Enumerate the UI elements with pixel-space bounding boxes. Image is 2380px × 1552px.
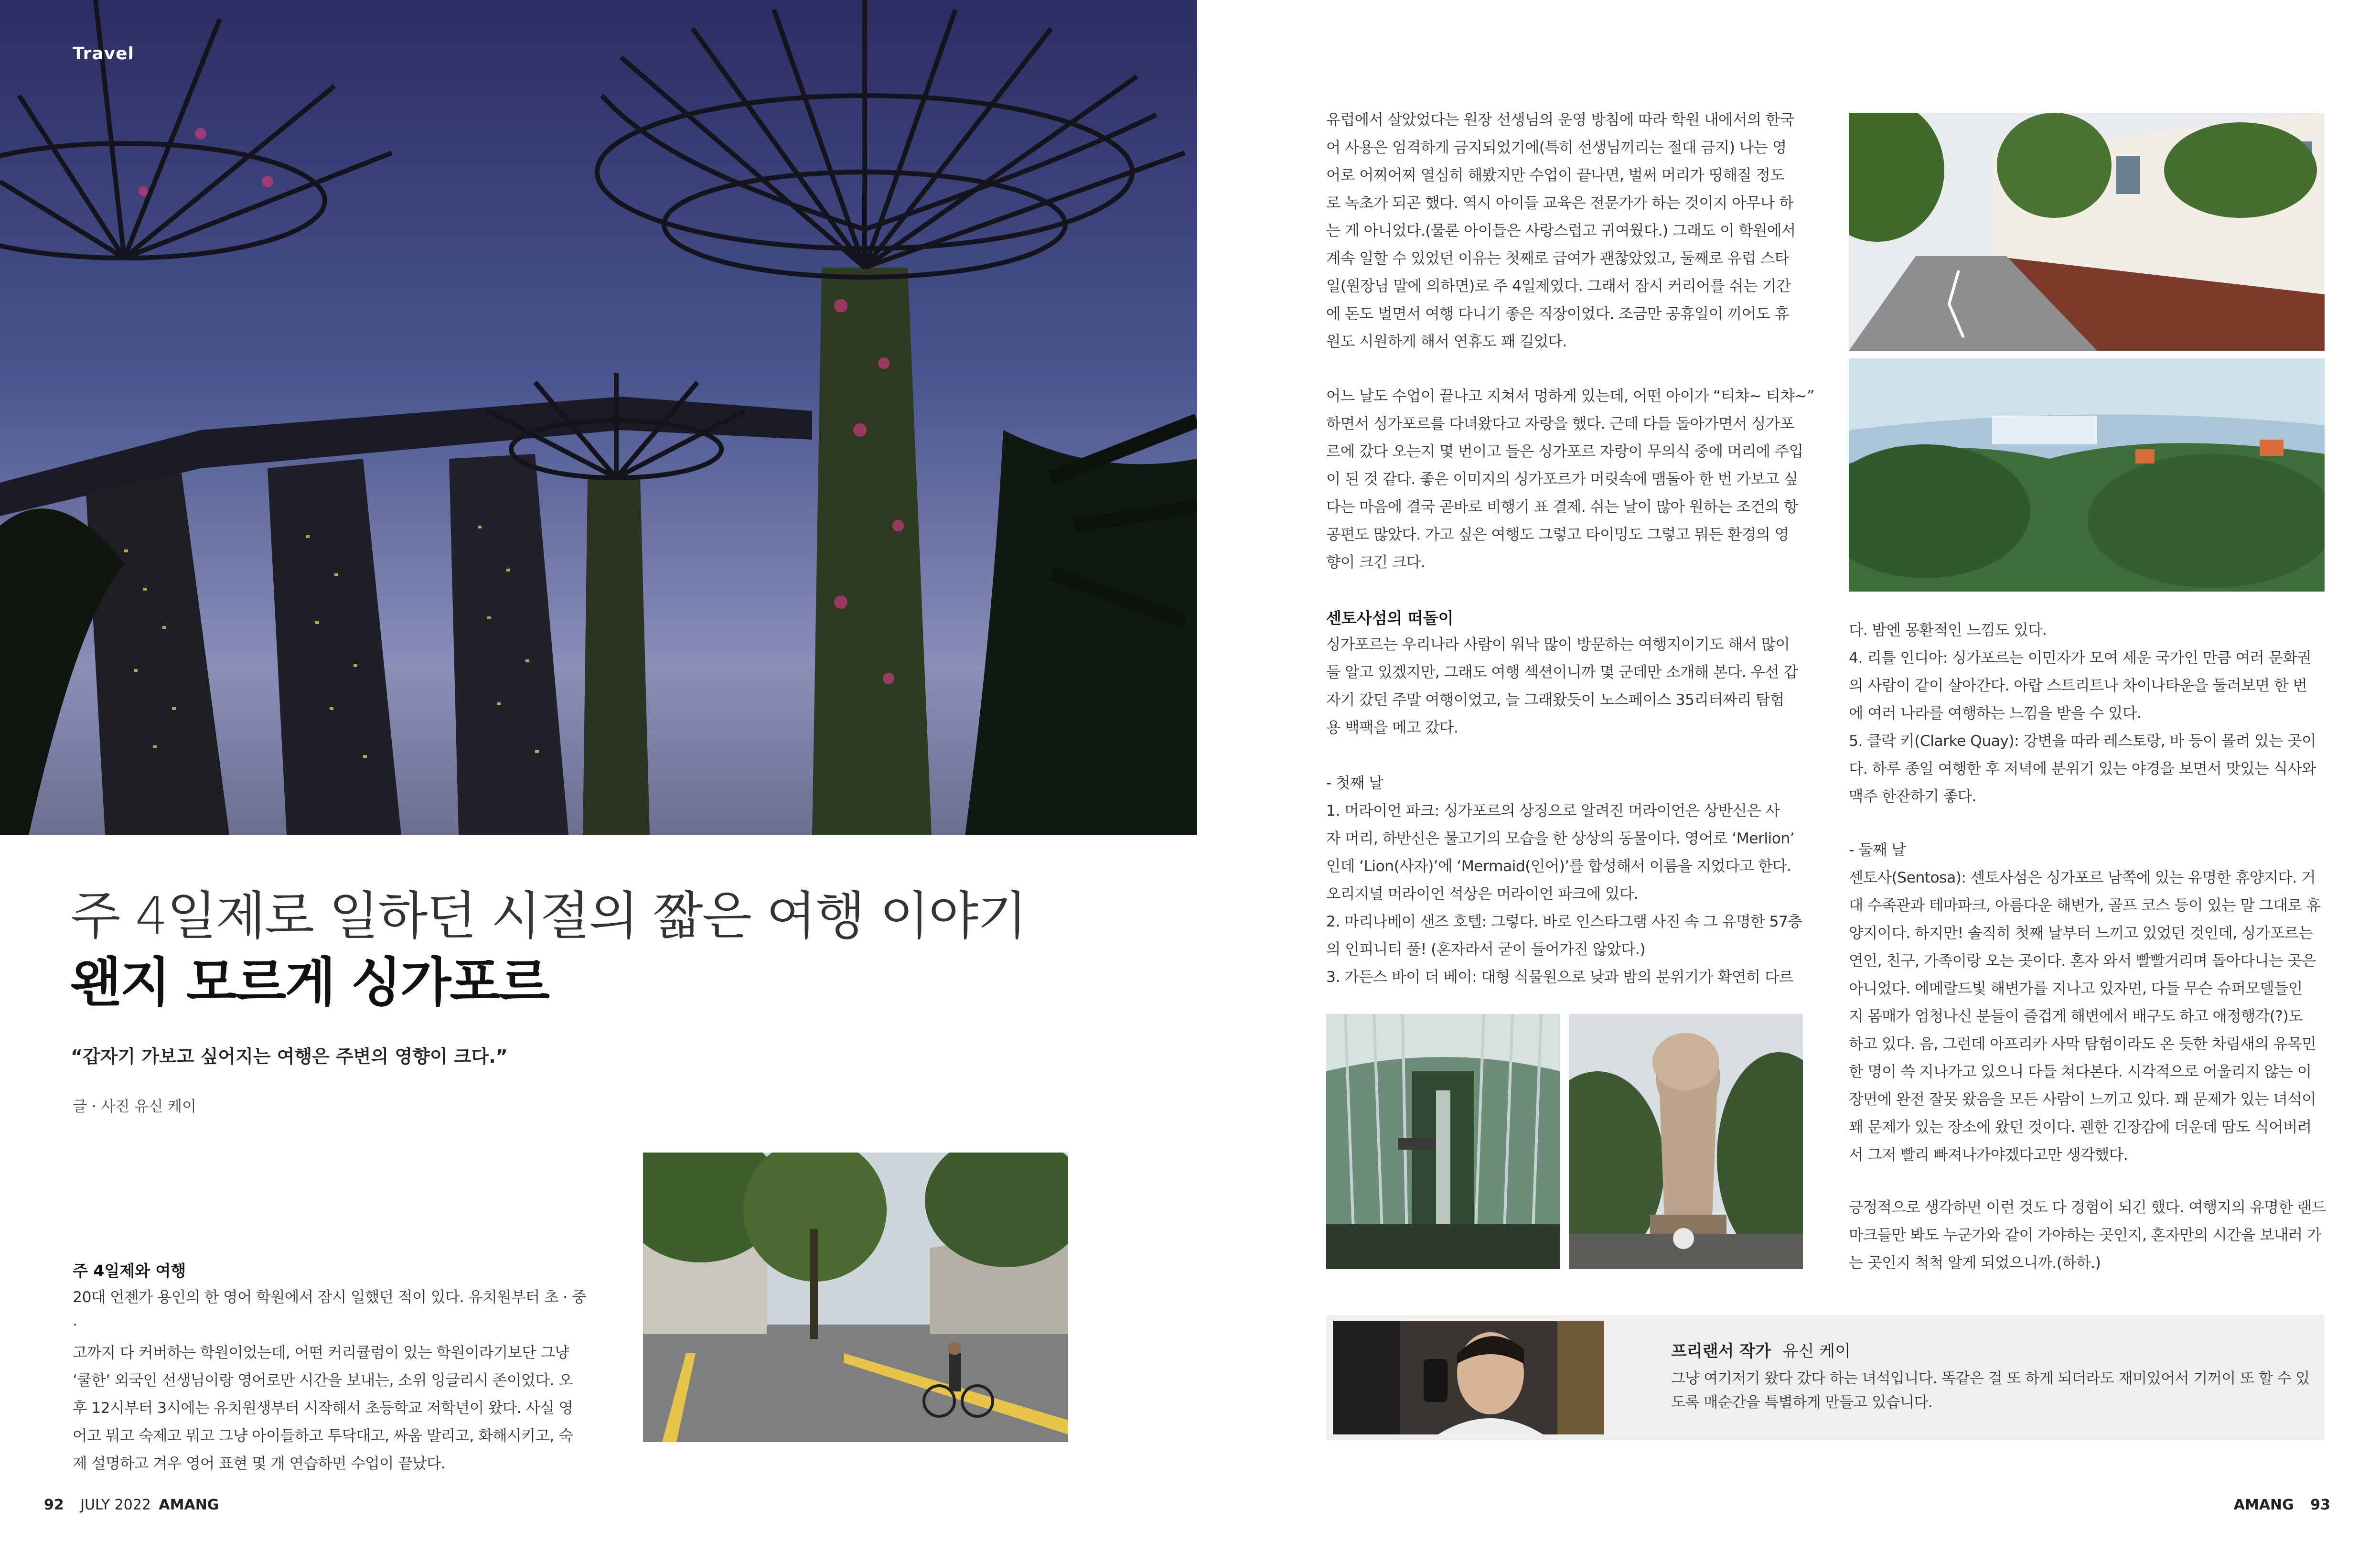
- article-title: 왠지 모르게 싱가포르: [71, 952, 548, 1013]
- section-tag: Travel: [73, 44, 134, 64]
- byline: 글 · 사진 유신 케이: [73, 1098, 196, 1115]
- shophouse-photo: [1849, 113, 2325, 351]
- issue-date: JULY 2022: [80, 1497, 151, 1513]
- right-para-2: 긍정적으로 생각하면 이런 것도 다 경험이 되긴 했다. 여행지의 유명한 랜드 마크들만 봐도 누군가와 같이 가야하는 곳인지, 혼자만의 시간을 보내러 가 는 곳인지 척척 알게 되었으니까.(하하.): [1849, 1199, 2326, 1272]
- right-para-1: 다. 밤엔 몽환적인 느낌도 있다. 4. 리틀 인디아: 싱가포르는 이민자가 모여 세운 국가인 만큼 여러 문화권 의 사람이 같이 살아간다. 아랍 스트리트나 차이나타운을 둘러보면 한 번 에 여러 나라를 여행하는 느낌을 받을 수 있다. 5. 클락 키(Clarke Quay): 강변을 따라 레스토랑, 바 등이 몰려 있는 곳이 다. 하루 종일 여행한 후 저녁에 분위기 있는 야경을 보면서 맛있는 식사와 맥주 한잔하기 좋다.: [1849, 622, 2316, 805]
- middle-para-2: 어느 날도 수업이 끝나고 지쳐서 멍하게 있는데, 어떤 아이가 “티챠~ 티챠~” 하면서 싱가포르를 다녀왔다고 자랑을 했다. 근데 다들 돌아가면서 싱가포 르에 갔다 오는지 몇 번이고 들은 싱가포르 자랑이 무의식 중에 머리에 주입 이 된 것 같다. 좋은 이미지의 싱가포르가 머릿속에 맴돌아 한 번 가보고 싶 다는 마음에 결국 곧바로 비행기 표 결제. 쉬는 날이 많아 원하는 조건의 항 공편도 많았다. 가고 싶은 여행도 그렇고 타이밍도 그렇고 뭐든 환경의 영 향이 크긴 크다.: [1326, 388, 1814, 571]
- left-heading: 주 4일제와 여행: [73, 1261, 186, 1280]
- left-page-number: 92: [44, 1497, 64, 1513]
- merlion-photo: [1569, 1014, 1803, 1269]
- left-body: 20대 언젠가 용인의 한 영어 학원에서 잠시 일했던 적이 있다. 유치원부터 초 · 중 · 고까지 다 커버하는 학원이었는데, 어떤 커리큘럼이 있는 학원이라기보단 그냥 ‘쿨한’ 외국인 선생님이랑 영어로만 시간을 보내는, 소위 잉글리시 존이었다. 오 후 12시부터 3시에는 유치원생부터 시작해서 초등학교 저학년이 왔다. 사실 영 어고 뭐고 숙제고 뭐고 그냥 아이들하고 투닥대고, 싸움 말리고, 화해시키고, 숙 제 설명하고 겨우 영어 표현 몇 개 연습하면 수업이 끝났다.: [73, 1289, 586, 1472]
- street-photo: [643, 1153, 1068, 1442]
- author-description: 그냥 여기저기 왔다 갔다 하는 녀석입니다. 똑같은 걸 또 하게 되더라도 재미있어서 기꺼이 또 할 수 있도록 매순간을 특별하게 만들고 있습니다.: [1671, 1370, 2310, 1411]
- author-name-line: [1671, 1338, 1851, 1361]
- left-magazine-name: AMANG: [159, 1497, 219, 1513]
- right-page-number: 93: [2310, 1497, 2330, 1513]
- left-page-footer: [44, 1497, 219, 1513]
- cloud-forest-photo: [1326, 1014, 1560, 1269]
- right-day-2: - 둘째 날 센토사(Sentosa): 센토사섬은 싱가포르 남쪽에 있는 유명한 휴양지다. 거 대 수족관과 테마파크, 아름다운 해변가, 골프 코스 등이 있는 말 그대로 휴 양지이다. 하지만! 솔직히 첫째 날부터 느끼고 있었던 것인데, 싱가포르는 연인, 친구, 가족이랑 오는 곳이다. 혼자 와서 빨빨거리며 돌아다니는 곳은 아니었다. 에메랄드빛 해변가를 지나고 있자면, 다들 무슨 슈퍼모델들인 지 몸매가 엄청나신 분들이 즐겁게 해변에서 배구도 하고 애정행각(?)도 하고 있다. 음, 그런데 아프리카 사막 탐험이라도 온 듯한 차림새의 유목민 한 명이 쓱 지나가고 있으니 다들 쳐다본다. 시각적으로 어울리지 않는 이 장면에 완전 잘못 왔음을 모든 사람이 느끼고 있다. 꽤 문제가 있는 녀석이 꽤 문제가 있는 장소에 왔던 것이다. 괜한 긴장감에 더운데 땀도 식어버려 서 그저 빨리 빠져나가야겠다고만 생각했다.: [1849, 841, 2321, 1164]
- author-photo: [1333, 1321, 1604, 1434]
- middle-para-1: 유럽에서 살았었다는 원장 선생님의 운영 방침에 따라 학원 내에서의 한국 어 사용은 엄격하게 금지되었기에(특히 선생님끼리는 절대 금지) 나는 영 어로 어찌어찌 열심히 해봤지만 수업이 끝나면, 벌써 머리가 띵해질 정도 로 녹초가 되곤 했다. 역시 아이들 교육은 전문가가 하는 것이지 아무나 하 는 게 아니었다.(물론 아이들은 사랑스럽고 귀여웠다.) 그래도 이 학원에서 계속 일할 수 있었던 이유는 첫째로 급여가 괜찮았었고, 둘째로 유럽 스타 일(원장님 말에 의하면)로 주 4일제였다. 그래서 잠시 커리어를 쉬는 기간 에 돈도 벌면서 여행 다니기 좋은 직장이었다. 조금만 공휴일이 끼어도 휴 원도 시원하게 해서 연휴도 꽤 길었다.: [1326, 111, 1796, 350]
- sentosa-photo: [1849, 358, 2325, 592]
- middle-heading: 센토사섬의 떠돌이: [1326, 609, 1454, 627]
- right-magazine-name: AMANG: [2233, 1497, 2294, 1513]
- hero-photo: [0, 0, 1197, 835]
- middle-para-3: 싱가포르는 우리나라 사람이 워낙 많이 방문하는 여행지이기도 해서 많이 들 알고 있겠지만, 그래도 여행 섹션이니까 몇 군데만 소개해 본다. 우선 갑 자기 갔던 주말 여행이었고, 늘 그래왔듯이 노스페이스 35리터짜리 탐험 용 백팩을 메고 갔다.: [1326, 636, 1798, 736]
- article-subtitle: 주 4일제로 일하던 시절의 짧은 여행 이야기: [71, 886, 1027, 946]
- right-page-footer: [2234, 1497, 2330, 1513]
- author-role: 프리랜서 작가: [1671, 1342, 1771, 1361]
- pull-quote: “갑자기 가보고 싶어지는 여행은 주변의 영향이 크다.”: [71, 1046, 508, 1067]
- middle-day-1: - 첫째 날 1. 머라이언 파크: 싱가포르의 상징으로 알려진 머라이언은 상반신은 사 자 머리, 하반신은 물고기의 모습을 한 상상의 동물이다. 영어로 ‘Merlion’ 인데 ‘Lion(사자)’에 ‘Mermaid(인어)’를 합성해서 이름을 지었다고 한다. 오리지널 머라이언 석상은 머라이언 파크에 있다. 2. 마리나베이 샌즈 호텔: 그렇다. 바로 인스타그램 사진 속 그 유명한 57층 의 인피니티 풀! (혼자라서 굳이 들어가진 않았다.) 3. 가든스 바이 더 베이: 대형 식물원으로 낮과 밤의 분위기가 확연히 다르: [1326, 775, 1802, 986]
- author-name: 유신 케이: [1782, 1342, 1851, 1361]
